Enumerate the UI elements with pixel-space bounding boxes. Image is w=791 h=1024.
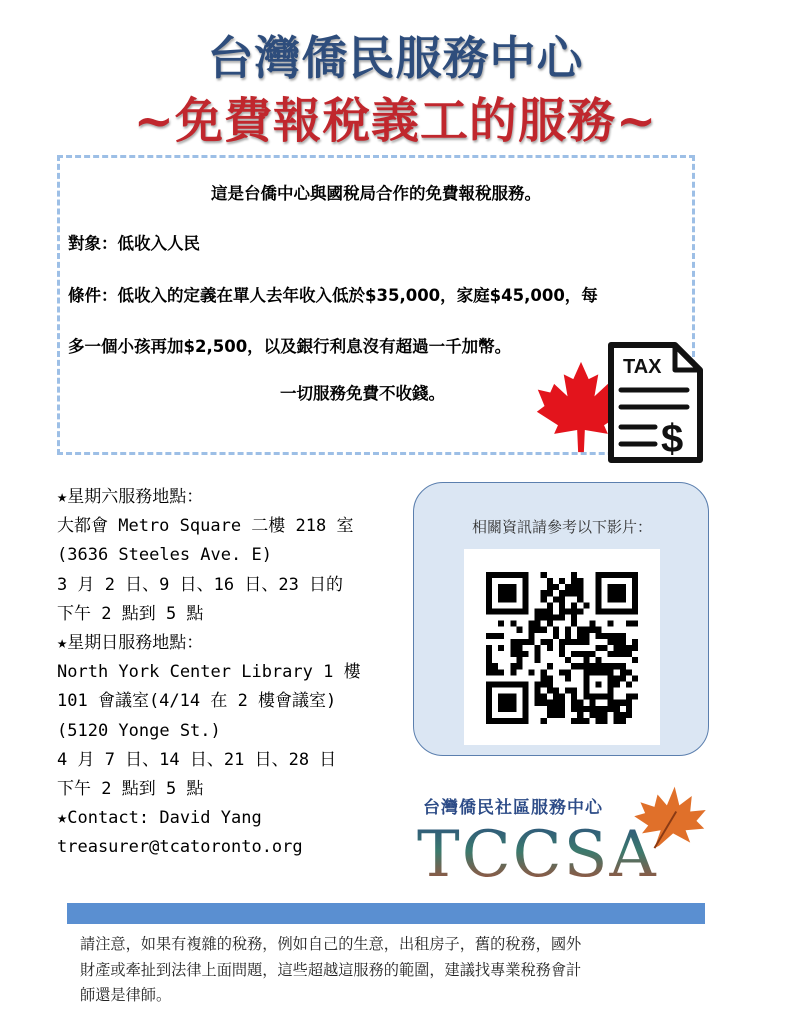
disclaimer-line-1: 請注意，如果有複雜的稅務，例如自己的生意，出租房子，舊的稅務，國外 [80,935,582,953]
dollar-sign: $ [661,417,684,461]
saturday-hours: 下午 2 點到 5 點 [57,603,204,624]
saturday-dates: 3 月 2 日、9 日、16 日、23 日的 [57,574,344,595]
notice-intro: 這是台僑中心與國稅局合作的免費報稅服務。 [211,184,541,203]
contact-name: ★Contact: David Yang [57,808,262,829]
qr-card [464,549,660,745]
tax-document-icon [605,340,705,465]
sunday-venue: North York Center Library 1 樓 [57,662,361,683]
service-locations [57,483,407,863]
logo-chinese-name: 台灣僑民社區服務中心 [423,798,603,818]
sunday-heading: ★星期日服務地點： [57,633,204,654]
saturday-address: (3636 Steeles Ave. E) [57,545,272,566]
disclaimer-line-2: 財產或牽扯到法律上面問題，這些超越這服務的範圍，建議找專業稅務會計 [80,960,582,979]
disclaimer-line-3: 師還是律師。 [80,986,172,1004]
notice-condition-line-1: 條件：低收入的定義在單人去年收入低於$35,000，家庭$45,000，每 [68,286,598,305]
sunday-address: (5120 Yonge St.) [57,720,221,741]
qr-code-icon[interactable] [486,572,638,724]
page-title: 台灣僑民服務中心 [207,31,584,85]
contact-email[interactable]: treasurer@tcatoronto.org [57,837,303,858]
footer-disclaimer [80,932,700,1009]
logo-english-name: TCCSA [417,818,658,892]
qr-caption: 相關資訊請參考以下影片： [471,518,652,536]
notice-target: 對象：低收入人民 [68,234,200,253]
saturday-heading: ★星期六服務地點： [57,487,204,507]
page-subtitle: ~免費報稅義工的服務~ [133,93,658,149]
sunday-hours: 下午 2 點到 5 點 [57,779,204,800]
tccsa-logo [413,780,713,890]
video-info-panel [413,482,709,756]
autumn-leaf-icon [631,782,709,852]
sunday-dates: 4 月 7 日、14 日、21 日、28 日 [57,749,337,770]
sunday-room: 101 會議室(4/14 在 2 樓會議室) [57,691,337,712]
notice-free-service: 一切服務免費不收錢。 [280,384,445,403]
saturday-venue: 大都會 Metro Square 二樓 218 室 [57,516,354,537]
footer-divider-bar [67,903,705,924]
notice-condition-line-2: 多一個小孩再加$2,500，以及銀行利息沒有超過一千加幣。 [68,337,512,356]
tax-label: TAX [623,356,662,378]
